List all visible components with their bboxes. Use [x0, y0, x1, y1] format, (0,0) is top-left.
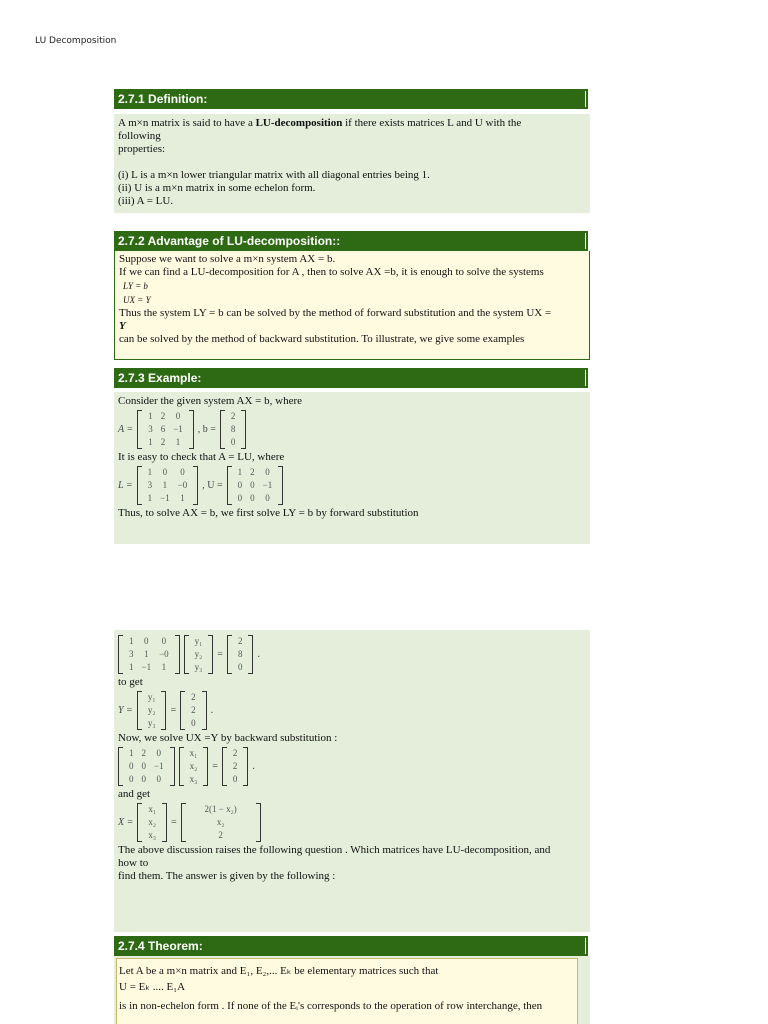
definition-panel	[114, 114, 590, 213]
example-line-1: Consider the given system AX = b, where	[118, 395, 303, 407]
matrix-cell: 2	[160, 437, 166, 447]
discussion-line-2: how to	[118, 857, 149, 869]
vector-cell: y₁	[147, 692, 156, 702]
vector-b-2	[227, 635, 254, 674]
matrix-cell: 0	[265, 493, 270, 503]
example-continued-panel	[114, 630, 590, 932]
vector-cell: 2	[232, 748, 238, 758]
and-get-text: and get	[118, 788, 151, 800]
vector-cell: 0	[230, 437, 236, 447]
vector-cell: 2(1 − x₂)	[204, 804, 237, 814]
discussion-line-1: The above discussion raises the following question . Which matrices have LU-decomposition, and	[118, 844, 551, 856]
matrix-cell: 0	[180, 467, 185, 477]
vector-X-2	[137, 803, 167, 842]
matrix-cell: 0	[141, 774, 146, 784]
vector-X-solution	[181, 803, 261, 842]
matrix-LU-equation: L = 1 0 0 3 1 −0 1 −1 1 , U = 1 2 0 0 0 −1 0 0 0	[118, 466, 586, 505]
section-advantage-title: 2.7.2 Advantage of LU-decomposition::	[114, 231, 590, 251]
matrix-cell: 0	[265, 467, 270, 477]
Y-solution: Y = y₁ y₂ y₃ = 2 2 0 .	[118, 692, 214, 728]
matrix-cell: 1	[129, 662, 134, 672]
matrix-cell: 1	[161, 662, 167, 672]
vector-cell: 2	[230, 411, 236, 421]
vector-cell: y₃	[194, 662, 203, 672]
matrix-cell: 0	[129, 774, 134, 784]
matrix-A-equation: A = 1 2 0 3 6 −1 1 2 1 , b = 2 8 0	[118, 410, 586, 449]
vector-cell: x₂	[216, 817, 225, 827]
matrix-L	[137, 466, 199, 505]
matrix-cell: 1	[129, 636, 134, 646]
matrix-cell: 3	[147, 480, 153, 490]
matrix-L-2	[118, 635, 180, 674]
matrix-cell: −1	[154, 761, 164, 771]
vector-cell: 2	[191, 705, 196, 715]
vector-cell: y₁	[194, 636, 203, 646]
definition-following: following	[118, 130, 161, 142]
advantage-line-1: Suppose we want to solve a m×n system AX = b.	[119, 253, 336, 265]
vector-cell: x₂	[189, 761, 198, 771]
backward-text: Now, we solve UX =Y by backward substitution :	[118, 732, 338, 744]
definition-properties: properties:	[118, 143, 166, 155]
matrix-cell: 1	[144, 649, 149, 659]
vector-cell: 2	[232, 761, 238, 771]
vector-cell: 8	[230, 424, 236, 434]
matrix-cell: 2	[160, 411, 166, 421]
vector-cell: x₁	[189, 748, 198, 758]
matrix-cell: 0	[156, 748, 162, 758]
vector-Y-values	[180, 691, 207, 730]
matrix-cell: 0	[237, 493, 243, 503]
matrix-cell: 0	[250, 493, 255, 503]
matrix-cell: 1	[129, 748, 134, 758]
matrix-cell: 0	[162, 467, 168, 477]
matrix-cell: 2	[250, 467, 255, 477]
section-theorem-title: 2.7.4 Theorem:	[114, 936, 590, 956]
matrix-cell: 0	[250, 480, 255, 490]
matrix-cell: 0	[129, 761, 134, 771]
section-example-title: 2.7.3 Example:	[114, 368, 590, 388]
matrix-cell: 3	[148, 424, 153, 434]
vector-b	[220, 410, 247, 449]
matrix-U	[227, 466, 284, 505]
system-pair: LY = b UX = Y	[123, 281, 151, 305]
matrix-cell: −0	[177, 480, 188, 490]
matrix-cell: 0	[144, 636, 149, 646]
matrix-cell: −1	[160, 493, 170, 503]
matrix-cell: −1	[141, 662, 152, 672]
example-panel	[114, 392, 590, 544]
vector-cell: y₂	[147, 705, 156, 715]
matrix-cell: 0	[161, 636, 167, 646]
vector-cell: x₁	[148, 804, 156, 814]
vector-Y-2	[137, 691, 167, 730]
vector-cell: x₃	[189, 774, 198, 784]
matrix-cell: 1	[148, 437, 153, 447]
forward-system: 1 0 0 3 1 −0 1 −1 1 y₁ y₂ y₃ = 2 8 0 .	[118, 635, 586, 674]
matrix-cell: 1	[148, 411, 153, 421]
matrix-A	[137, 410, 194, 449]
vector-cell: 2	[191, 692, 196, 702]
advantage-panel	[114, 251, 590, 360]
page-header: LU Decomposition	[35, 36, 117, 46]
matrix-cell: 6	[160, 424, 166, 434]
vector-cell: y₃	[147, 718, 156, 728]
advantage-line-3: Thus the system LY = b can be solved by the method of forward substitution and the system UX =	[119, 307, 552, 319]
discussion-line-3: find them. The answer is given by the following :	[118, 870, 336, 882]
theorem-line-2: U = Eₖ .... E₁A	[119, 981, 186, 993]
matrix-cell: 2	[141, 748, 146, 758]
vector-cell: y₂	[194, 649, 203, 659]
vector-Y	[184, 635, 214, 674]
matrix-cell: 0	[156, 774, 162, 784]
property-3: (iii) A = LU.	[118, 195, 174, 207]
matrix-cell: 1	[147, 467, 153, 477]
vector-cell: 8	[237, 649, 243, 659]
property-1: (i) L is a m×n lower triangular matrix with all diagonal entries being 1.	[118, 169, 430, 181]
vector-cell: 0	[191, 718, 196, 728]
matrix-cell: −0	[159, 649, 169, 659]
vector-cell: 0	[237, 662, 243, 672]
matrix-cell: 1	[147, 493, 153, 503]
example-line-2: It is easy to check that A = LU, where	[118, 451, 285, 463]
advantage-line-5: can be solved by the method of backward substitution. To illustrate, we give some examples	[119, 333, 525, 345]
vector-Y-3	[222, 747, 249, 786]
definition-text: A m×n matrix is said to have a LU-decomposition if there exists matrices L and U with the	[118, 117, 522, 129]
matrix-cell: 0	[141, 761, 146, 771]
matrix-cell: 0	[175, 411, 181, 421]
matrix-cell: 1	[237, 467, 243, 477]
matrix-cell: 1	[175, 437, 181, 447]
matrix-cell: −1	[262, 480, 273, 490]
section-definition-title: 2.7.1 Definition:	[114, 89, 590, 109]
vector-cell: x₂	[148, 817, 156, 827]
X-solution: X = x₁ x₂ x₃ = 2(1 − x₂) x₂ 2	[118, 803, 586, 842]
advantage-line-2: If we can find a LU-decomposition for A , then to solve AX =b, it is enough to solve the systems	[119, 266, 544, 278]
vector-X	[179, 747, 209, 786]
vector-cell: 2	[218, 830, 223, 840]
vector-cell: 0	[232, 774, 238, 784]
backward-system: 1 2 0 0 0 −1 0 0 0 x₁ x₂ x₃ = 2 2 0 .	[118, 747, 586, 786]
matrix-cell: 3	[129, 649, 134, 659]
matrix-cell: 1	[162, 480, 168, 490]
theorem-line-3: is in non-echelon form . If none of the Eᵢ's corresponds to the operation of row interchange, then	[119, 1000, 543, 1012]
matrix-U-2	[118, 747, 175, 786]
vector-cell: x₃	[148, 830, 156, 840]
vector-cell: 2	[237, 636, 243, 646]
example-line-3: Thus, to solve AX = b, we first solve LY = b by forward substitution	[118, 507, 419, 519]
property-2: (ii) U is a m×n matrix in some echelon form.	[118, 182, 316, 194]
advantage-line-4: Y	[119, 320, 126, 332]
matrix-cell: −1	[173, 424, 183, 434]
matrix-cell: 1	[180, 493, 185, 503]
to-get-text: to get	[118, 676, 143, 688]
theorem-outer-panel	[114, 956, 590, 1024]
theorem-panel	[116, 958, 578, 1024]
theorem-line-1: Let A be a m×n matrix and E₁, E₂,... Eₖ be elementary matrices such that	[119, 965, 439, 977]
matrix-cell: 0	[237, 480, 243, 490]
